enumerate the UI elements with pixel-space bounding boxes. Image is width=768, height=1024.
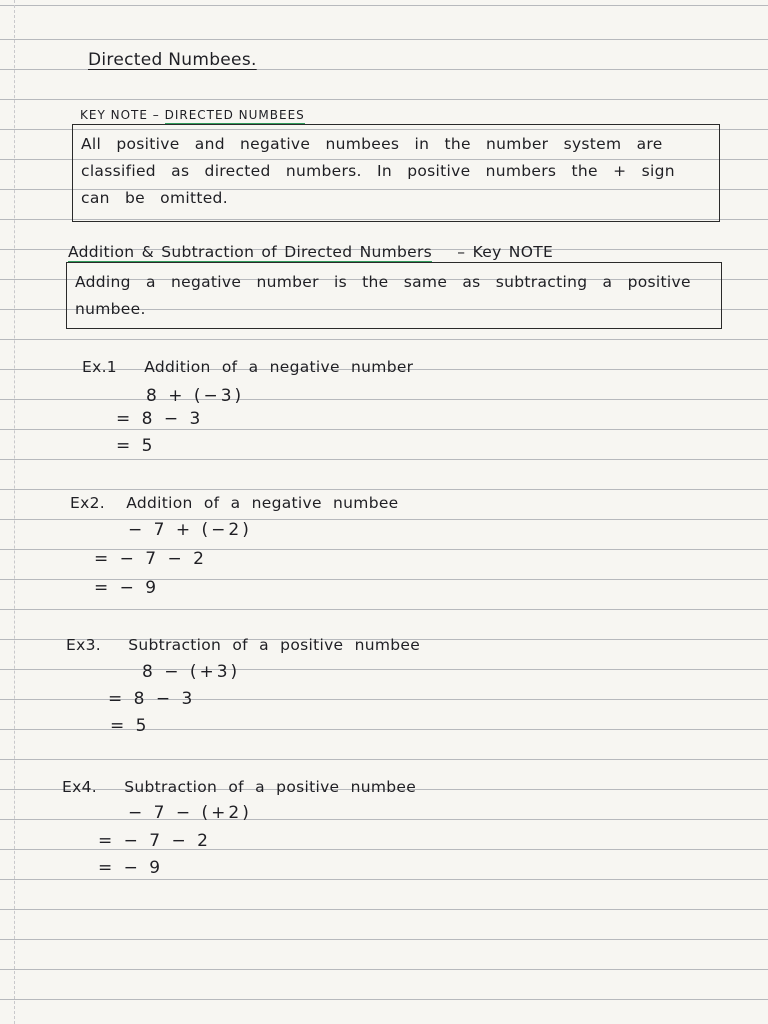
page-title: Directed Numbees. bbox=[88, 50, 257, 70]
margin-line bbox=[14, 0, 15, 1024]
example-title: Addition of a negative number bbox=[144, 358, 414, 376]
add-sub-heading bbox=[68, 243, 553, 261]
add-sub-text: Adding a negative number is the same as subtracting a positive numbee. bbox=[75, 273, 691, 318]
example-2-line-3: = − 9 bbox=[94, 578, 160, 598]
example-4-line-1: − 7 − (+2) bbox=[128, 803, 252, 823]
example-label: Ex4. bbox=[62, 778, 97, 796]
key-note-box bbox=[72, 124, 720, 222]
example-4-line-3: = − 9 bbox=[98, 858, 164, 878]
add-sub-box bbox=[66, 262, 722, 329]
example-title: Subtraction of a positive numbee bbox=[124, 778, 417, 796]
example-2-line-1: − 7 + (−2) bbox=[128, 520, 252, 540]
example-1-line-3: = 5 bbox=[116, 436, 156, 456]
example-4-heading bbox=[62, 778, 416, 796]
example-label: Ex.1 bbox=[82, 358, 117, 376]
example-label: Ex3. bbox=[66, 636, 101, 654]
key-note-topic: DIRECTED NUMBEES bbox=[165, 108, 305, 125]
example-label: Ex2. bbox=[70, 494, 105, 512]
key-note-label: KEY NOTE bbox=[80, 108, 148, 122]
example-2-line-2: = − 7 − 2 bbox=[94, 549, 207, 569]
key-note-dash: – bbox=[152, 108, 160, 122]
add-sub-title: Addition & Subtraction of Directed Numbers bbox=[68, 243, 433, 261]
example-1-heading bbox=[82, 358, 413, 376]
example-1-line-1: 8 + (−3) bbox=[146, 386, 245, 406]
add-sub-tag: – Key NOTE bbox=[457, 243, 554, 261]
example-4-line-2: = − 7 − 2 bbox=[98, 831, 211, 851]
example-3-line-3: = 5 bbox=[110, 716, 150, 736]
example-3-line-2: = 8 − 3 bbox=[108, 689, 196, 709]
key-note-text: All positive and negative numbees in the number system are classified as directed numbers. In positive numbers the + sign can be omitted. bbox=[81, 135, 675, 207]
example-3-line-1: 8 − (+3) bbox=[142, 662, 241, 682]
example-3-heading bbox=[66, 636, 420, 654]
example-1-line-2: = 8 − 3 bbox=[116, 409, 204, 429]
key-note-heading bbox=[80, 108, 305, 122]
example-title: Subtraction of a positive numbee bbox=[128, 636, 421, 654]
example-2-heading bbox=[70, 494, 399, 512]
example-title: Addition of a negative numbee bbox=[126, 494, 399, 512]
